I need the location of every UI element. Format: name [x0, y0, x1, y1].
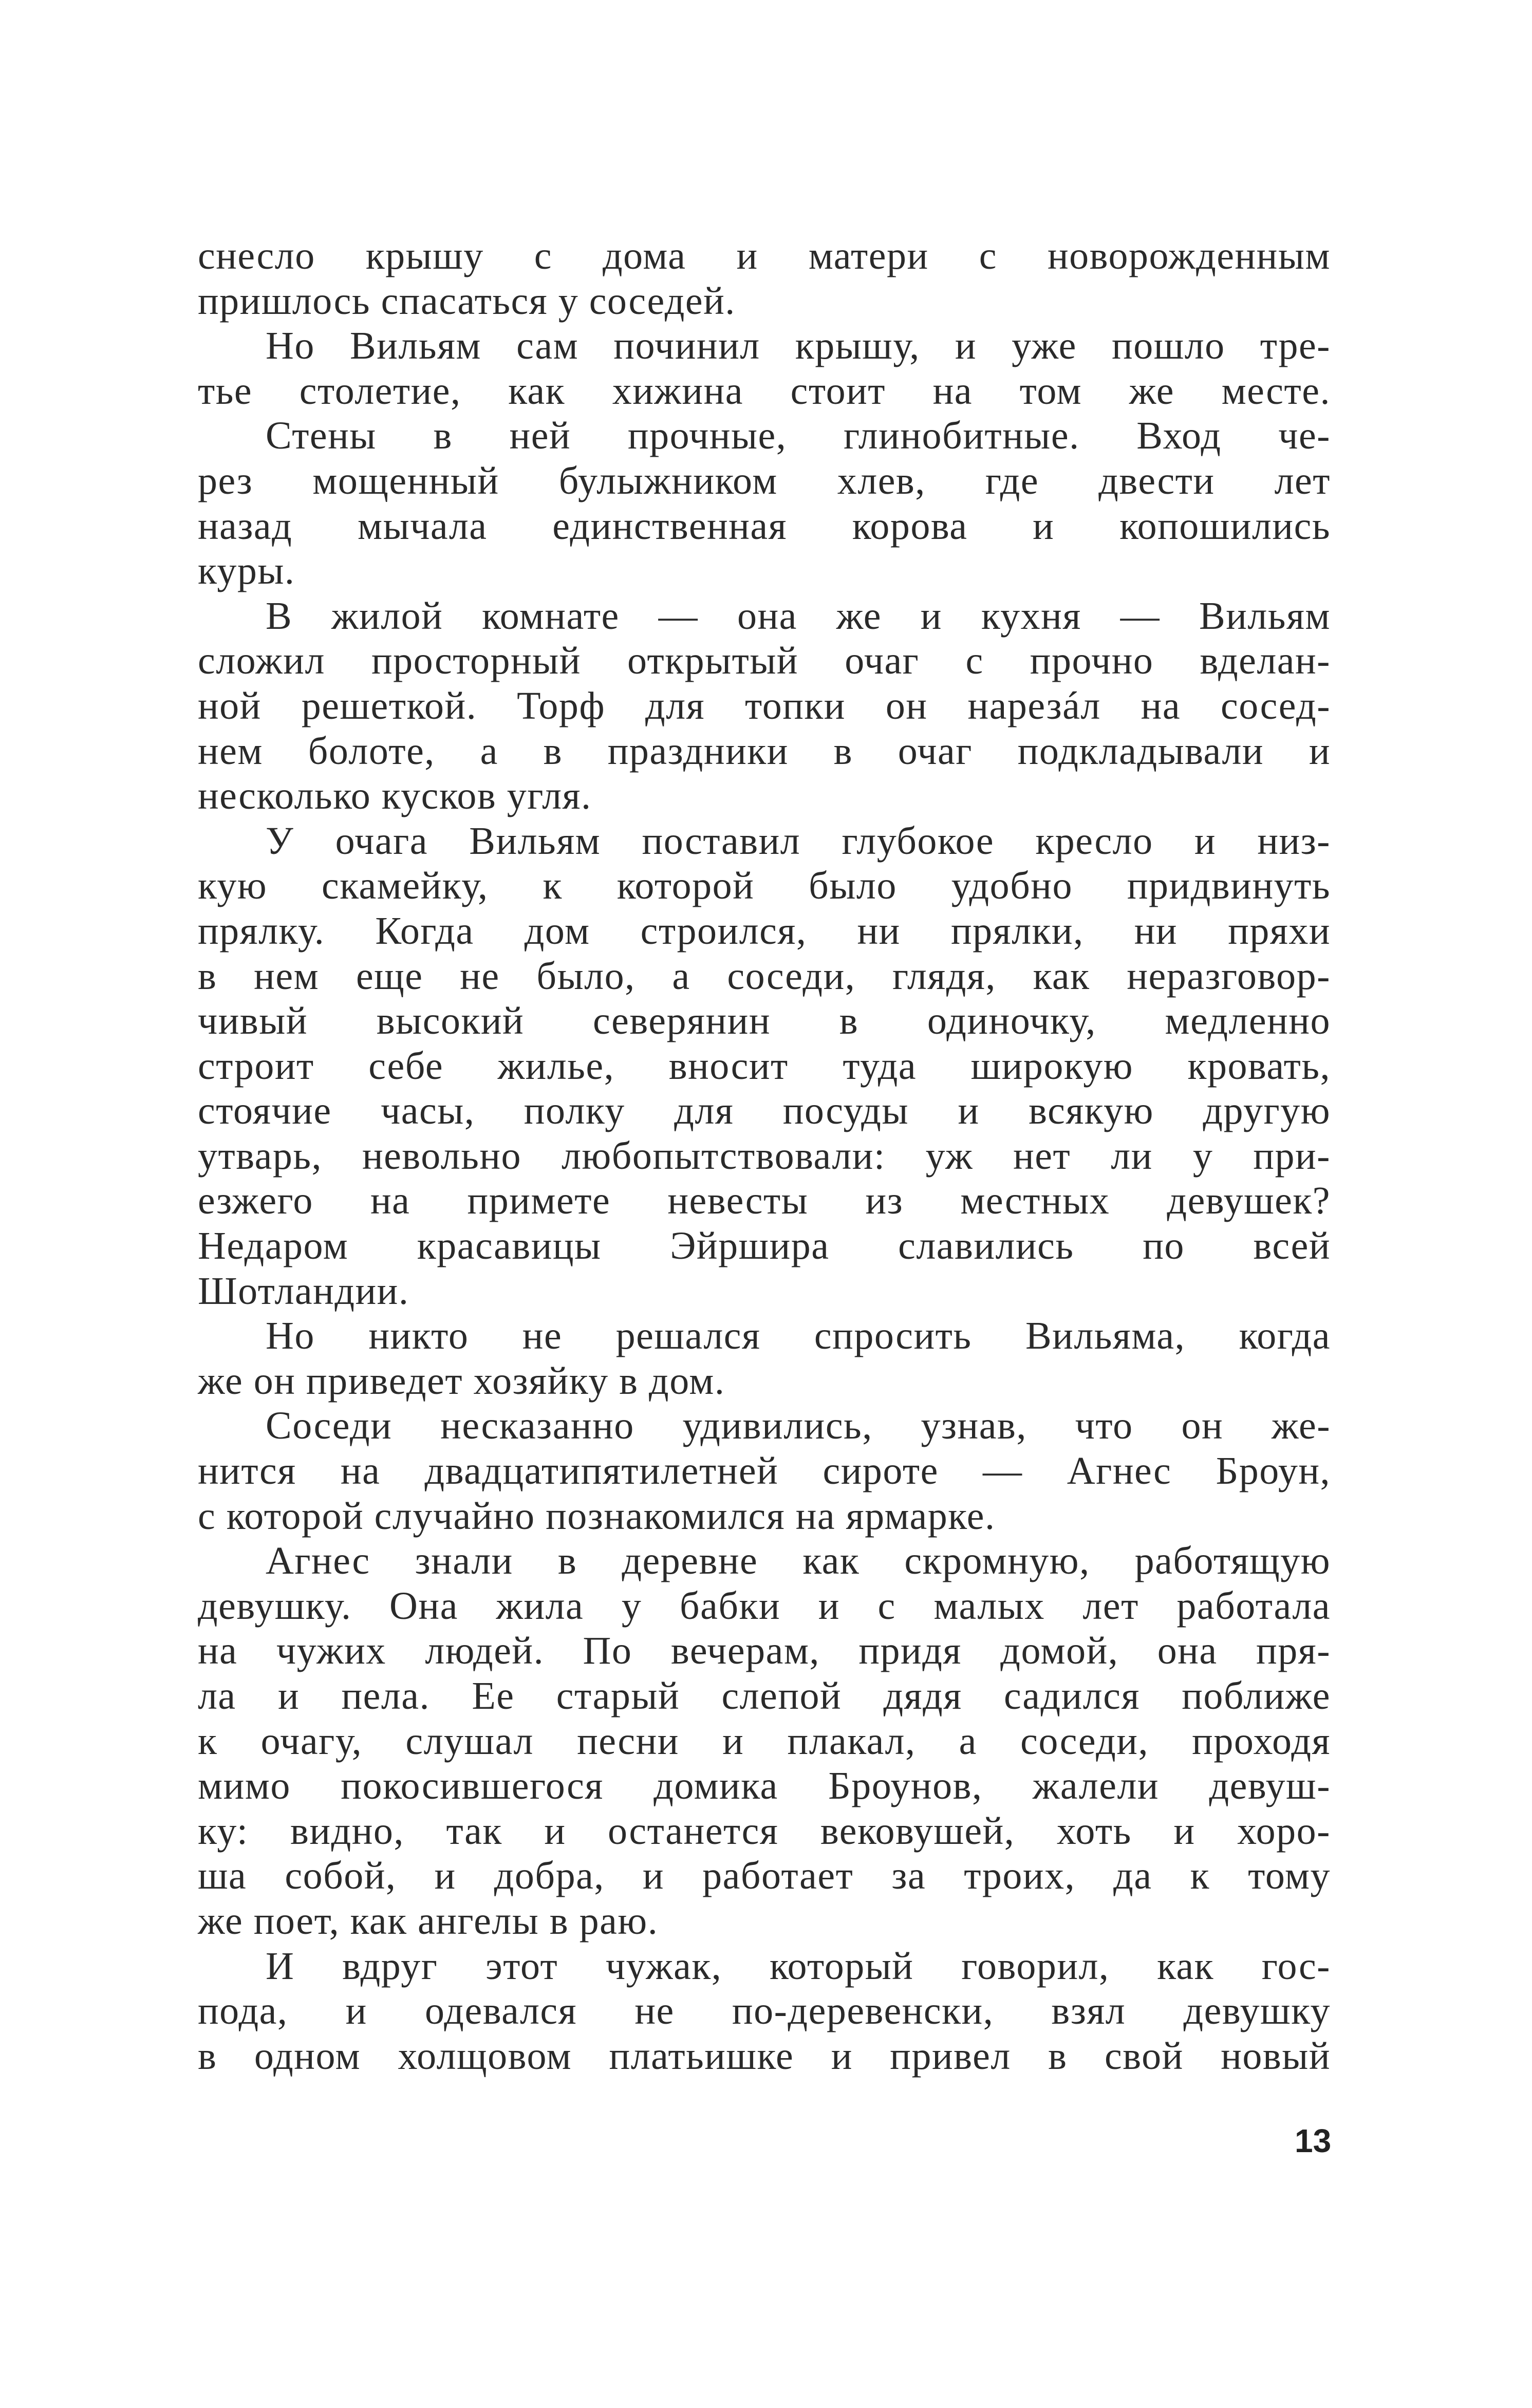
text-line: В жилой комнате — она же и кухня — Вильям: [266, 594, 1331, 638]
text-line: кую скамейку, к которой было удобно придвинуть: [198, 864, 1331, 908]
text-line: Но Вильям сам починил крышу, и уже пошло тре-: [266, 324, 1331, 368]
text-line: на чужих людей. По вечерам, придя домой, она пря-: [198, 1629, 1331, 1673]
text-line: Но никто не решался спросить Вильяма, когда: [266, 1314, 1331, 1358]
page-number: 13: [1295, 2122, 1332, 2159]
text-line: нем болоте, а в праздники в очаг подкладывали и: [198, 729, 1331, 773]
text-line: езжего на примете невесты из местных девушек?: [198, 1179, 1331, 1223]
text-line: Агнес знали в деревне как скромную, работящую: [266, 1539, 1331, 1583]
text-line: в нем еще не было, а соседи, глядя, как неразговор-: [198, 954, 1331, 998]
text-line: ша собой, и добра, и работает за троих, да к тому: [198, 1854, 1331, 1898]
text-line: пришлось спасаться у соседей.: [198, 279, 736, 323]
text-line: назад мычала единственная корова и копошились: [198, 504, 1331, 548]
text-line: же поет, как ангелы в раю.: [198, 1899, 659, 1943]
text-line: У очага Вильям поставил глубокое кресло и низ-: [266, 819, 1331, 863]
text-line: с которой случайно познакомился на ярмарке.: [198, 1494, 996, 1538]
text-line: Стены в ней прочные, глинобитные. Вход че-: [266, 414, 1331, 458]
text-line: рез мощенный булыжником хлев, где двести лет: [198, 459, 1331, 502]
text-line: к очагу, слушал песни и плакал, а соседи, проходя: [198, 1719, 1331, 1763]
text-line: нится на двадцатипятилетней сироте — Агнес Броун,: [198, 1449, 1331, 1493]
text-line: утварь, невольно любопытствовали: уж нет ли у при-: [198, 1134, 1331, 1178]
text-line: прялку. Когда дом строился, ни прялки, ни пряхи: [198, 909, 1331, 953]
text-line: же он приведет хозяйку в дом.: [198, 1359, 725, 1403]
book-page-text: [198, 234, 1331, 2079]
text-line: ной решеткой. Торф для топки он нарезáл на сосед-: [198, 684, 1331, 727]
text-line: Соседи несказанно удивились, узнав, что он же-: [266, 1404, 1331, 1448]
text-line: чивый высокий северянин в одиночку, медленно: [198, 999, 1331, 1043]
text-line: сложил просторный открытый очаг с прочно вделан-: [198, 639, 1331, 683]
text-line: девушку. Она жила у бабки и с малых лет работала: [198, 1584, 1331, 1628]
text-line: куры.: [198, 549, 295, 593]
text-line: мимо покосившегося домика Броунов, жалели девуш-: [198, 1764, 1331, 1808]
text-line: тье столетие, как хижина стоит на том же месте.: [198, 369, 1331, 413]
text-line: строит себе жилье, вносит туда широкую кровать,: [198, 1044, 1331, 1088]
text-line: стоячие часы, полку для посуды и всякую другую: [198, 1089, 1331, 1133]
text-line: ла и пела. Ее старый слепой дядя садился поближе: [198, 1674, 1331, 1718]
text-line: снесло крышу с дома и матери с новорожденным: [198, 234, 1331, 277]
text-line: Недаром красавицы Эйршира славились по всей: [198, 1224, 1331, 1268]
text-line: в одном холщовом платьишке и привел в свой новый: [198, 2034, 1331, 2078]
text-line: ку: видно, так и останется вековушей, хоть и хоро-: [198, 1809, 1331, 1853]
text-line: несколько кусков угля.: [198, 774, 592, 818]
text-line: пода, и одевался не по-деревенски, взял девушку: [198, 1989, 1331, 2033]
text-line: Шотландии.: [198, 1269, 409, 1313]
text-line: И вдруг этот чужак, который говорил, как гос-: [266, 1944, 1331, 1988]
